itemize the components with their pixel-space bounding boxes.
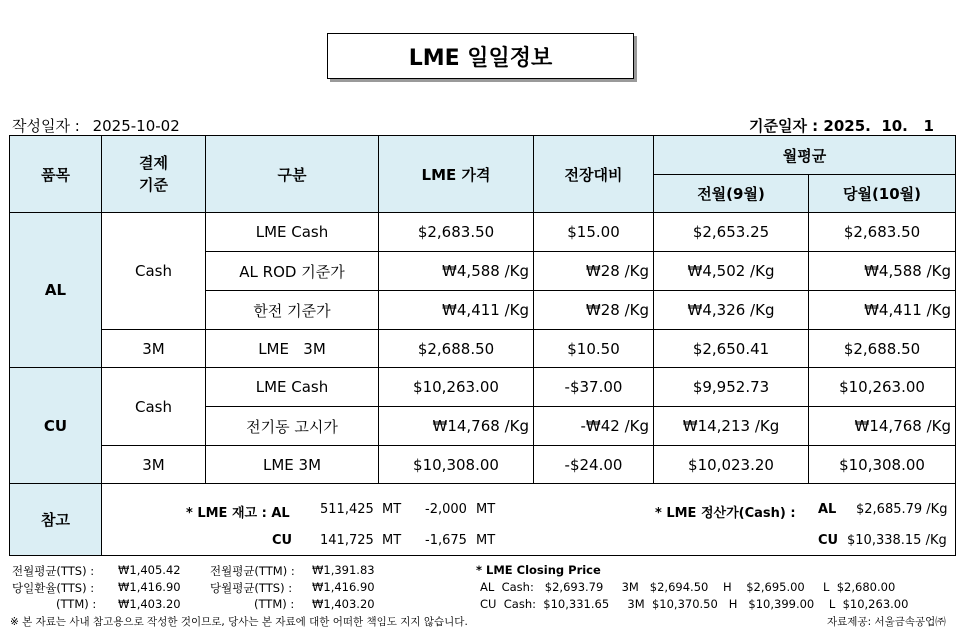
stock-al-value: 511,425 <box>320 502 374 517</box>
curr-avg-cell: ₩4,588 /Kg <box>809 252 956 291</box>
header-this-month: 당월(10월) <box>809 175 956 213</box>
closing-price-cu: CU Cash: $10,331.65 3M $10,370.50 H $10,399.00 L $10,263.00 <box>480 597 909 611</box>
curr-avg-cell: ₩14,768 /Kg <box>809 407 956 446</box>
header-lme-price: LME 가격 <box>379 136 534 213</box>
stock-al-change-unit: MT <box>476 502 496 517</box>
category-cell: 전기동 고시가 <box>206 407 379 446</box>
price-cell: $2,683.50 <box>379 213 534 252</box>
category-cell: LME 3M <box>206 330 379 368</box>
price-cell: $10,263.00 <box>379 368 534 407</box>
lme-price-table <box>9 135 956 556</box>
stock-label: * LME 재고 : AL <box>186 506 290 521</box>
notes-content <box>102 484 956 556</box>
prev-avg-cell: ₩14,213 /Kg <box>654 407 809 446</box>
base-date-value: 2025. 10. 1 <box>823 117 934 135</box>
category-cell: LME Cash <box>206 213 379 252</box>
stock-cu-value: 141,725 <box>320 533 374 548</box>
settle-al-cash: Cash <box>102 213 206 330</box>
stock-cu-change: -1,675 <box>425 533 467 548</box>
curr-avg-cell: $10,308.00 <box>809 446 956 484</box>
settle-cu-3m: 3M <box>102 446 206 484</box>
diff-cell: $15.00 <box>534 213 654 252</box>
stock-al-unit: MT <box>382 502 402 517</box>
category-cell: LME 3M <box>206 446 379 484</box>
price-cell: ₩4,411 /Kg <box>379 291 534 330</box>
closing-price-title: * LME Closing Price <box>476 563 601 577</box>
stock-cu-unit: MT <box>382 533 402 548</box>
header-settle-line1: 결제 <box>139 154 168 172</box>
header-category: 구분 <box>206 136 379 213</box>
settle-al-label: AL <box>818 502 837 517</box>
prev-avg-cell: $10,023.20 <box>654 446 809 484</box>
page-title: LME 일일정보 <box>327 33 634 79</box>
fx-today-tts-value: ₩1,416.90 <box>118 580 181 594</box>
notes-label: 참고 <box>10 484 102 556</box>
prev-avg-cell: $2,653.25 <box>654 213 809 252</box>
diff-cell: -₩42 /Kg <box>534 407 654 446</box>
curr-avg-cell: $2,688.50 <box>809 330 956 368</box>
category-cell: LME Cash <box>206 368 379 407</box>
item-al: AL <box>10 213 102 368</box>
header-prev-month: 전월(9월) <box>654 175 809 213</box>
fx-prev-avg-ttm-label: 전월평균(TTM) : <box>210 564 295 578</box>
stock-cu-change-unit: MT <box>476 533 496 548</box>
fx-curr-avg-tts-value: ₩1,416.90 <box>312 580 375 594</box>
category-cell: AL ROD 기준가 <box>206 252 379 291</box>
fx-today-ttm-label: (TTM) : <box>56 597 97 611</box>
settle-cu-cash: Cash <box>102 368 206 446</box>
base-date-label: 기준일자 : <box>749 117 819 135</box>
created-date-label: 작성일자 : <box>12 117 80 135</box>
fx-prev-avg-tts-value: ₩1,405.42 <box>118 563 181 577</box>
prev-avg-cell: ₩4,326 /Kg <box>654 291 809 330</box>
table-row <box>10 330 956 368</box>
price-cell: $10,308.00 <box>379 446 534 484</box>
fx-prev-avg-tts-label: 전월평균(TTS) : <box>12 564 95 578</box>
diff-cell: -$37.00 <box>534 368 654 407</box>
curr-avg-cell: ₩4,411 /Kg <box>809 291 956 330</box>
header-monthly-avg: 월평균 <box>654 136 956 175</box>
disclaimer: ※ 본 자료는 사내 참고용으로 작성한 것이므로, 당사는 본 자료에 대한 어떠한 책임도 지지 않습니다. <box>10 616 468 628</box>
price-cell: $2,688.50 <box>379 330 534 368</box>
created-date-value: 2025-10-02 <box>92 117 180 135</box>
price-cell: ₩14,768 /Kg <box>379 407 534 446</box>
diff-cell: ₩28 /Kg <box>534 291 654 330</box>
table-row <box>10 368 956 407</box>
header-settle <box>102 136 206 213</box>
closing-price-al: AL Cash: $2,693.79 3M $2,694.50 H $2,695.00 L $2,680.00 <box>480 580 896 594</box>
stock-cu-label: CU <box>272 533 293 548</box>
settle-al-3m: 3M <box>102 330 206 368</box>
fx-today-ttm-value: ₩1,403.20 <box>118 597 181 611</box>
created-date <box>12 115 180 136</box>
diff-cell: -$24.00 <box>534 446 654 484</box>
header-settle-line2: 기준 <box>139 176 168 194</box>
prev-avg-cell: ₩4,502 /Kg <box>654 252 809 291</box>
fx-today-tts-label: 당일환율(TTS) : <box>12 581 95 595</box>
fx-curr-avg-ttm-label: (TTM) : <box>254 597 295 611</box>
fx-curr-avg-tts-label: 당월평균(TTS) : <box>210 581 293 595</box>
fx-prev-avg-ttm-value: ₩1,391.83 <box>312 563 375 577</box>
table-row <box>10 213 956 252</box>
header-item: 품목 <box>10 136 102 213</box>
data-source: 자료제공: 서울금속공업㈜ <box>827 616 946 628</box>
stock-al-change: -2,000 <box>425 502 467 517</box>
settle-cu-label: CU <box>818 533 839 548</box>
notes-row <box>10 484 956 556</box>
diff-cell: ₩28 /Kg <box>534 252 654 291</box>
table-row <box>10 446 956 484</box>
curr-avg-cell: $10,263.00 <box>809 368 956 407</box>
fx-curr-avg-ttm-value: ₩1,403.20 <box>312 597 375 611</box>
curr-avg-cell: $2,683.50 <box>809 213 956 252</box>
base-date <box>749 115 934 136</box>
item-cu: CU <box>10 368 102 484</box>
settle-al-value: $2,685.79 /Kg <box>856 502 948 517</box>
settle-price-label: * LME 정산가(Cash) : <box>655 506 796 521</box>
prev-avg-cell: $2,650.41 <box>654 330 809 368</box>
header-prev-diff: 전장대비 <box>534 136 654 213</box>
category-cell: 한전 기준가 <box>206 291 379 330</box>
price-cell: ₩4,588 /Kg <box>379 252 534 291</box>
prev-avg-cell: $9,952.73 <box>654 368 809 407</box>
settle-cu-value: $10,338.15 /Kg <box>847 533 947 548</box>
diff-cell: $10.50 <box>534 330 654 368</box>
